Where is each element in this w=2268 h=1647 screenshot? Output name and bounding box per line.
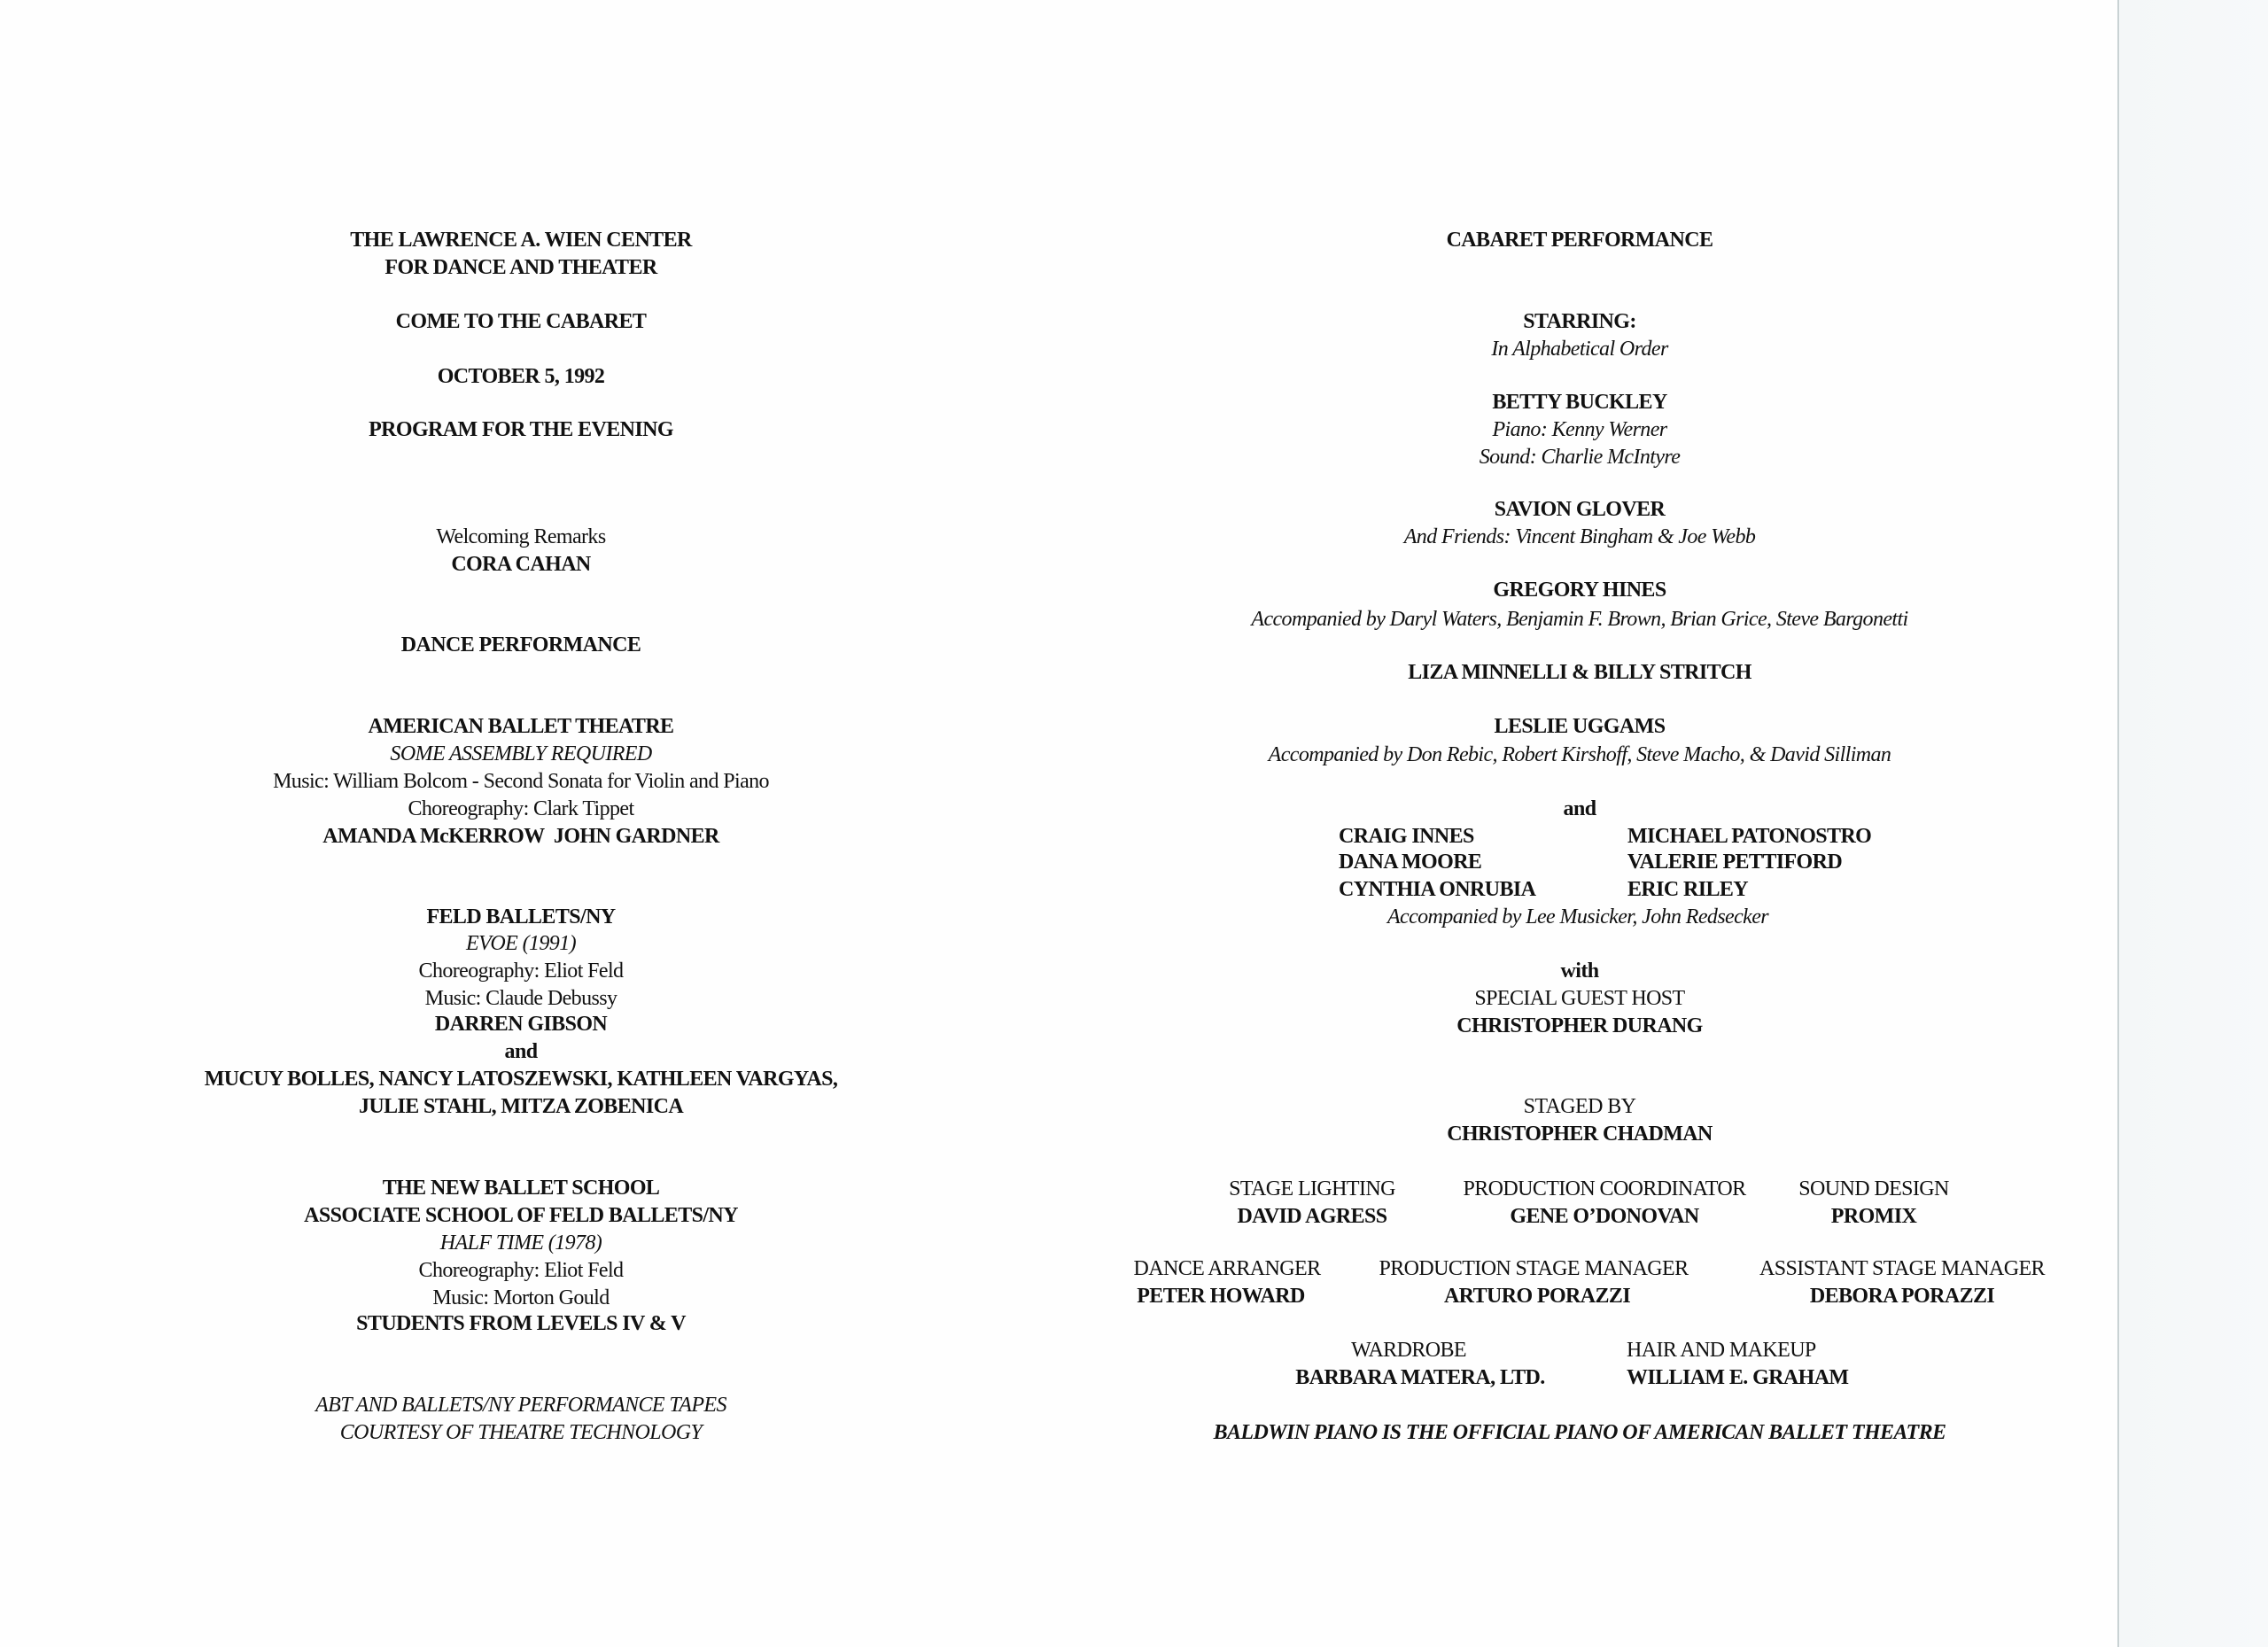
music-credit: Music: Claude Debussy xyxy=(424,987,617,1010)
venue-line-1: THE LAWRENCE A. WIEN CENTER xyxy=(350,229,692,252)
venue-line-2: FOR DANCE AND THEATER xyxy=(384,256,657,279)
ensemble-name: MICHAEL PATONOSTRO xyxy=(1627,825,1872,848)
ensemble-name: CRAIG INNES xyxy=(1339,825,1474,848)
ensemble-name: CYNTHIA ONRUBIA xyxy=(1339,878,1536,901)
welcome-speaker: CORA CAHAN xyxy=(451,553,591,576)
work-title: HALF TIME (1978) xyxy=(439,1231,602,1255)
music-credit: Music: William Bolcom - Second Sonata for Violin and Piano xyxy=(273,770,769,793)
ensemble-accompanied: Accompanied by Lee Musicker, John Redsecker xyxy=(1386,905,1769,928)
choreography-credit: Choreography: Clark Tippet xyxy=(408,797,634,820)
crew-name: GENE O’DONOVAN xyxy=(1510,1205,1699,1228)
and-connector: and xyxy=(504,1040,538,1063)
tape-credit-line-2: COURTESY OF THEATRE TECHNOLOGY xyxy=(339,1421,703,1444)
piano-sponsor-note: BALDWIN PIANO IS THE OFFICIAL PIANO OF AMERICAN BALLET THEATRE xyxy=(1213,1421,1946,1444)
crew-name: BARBARA MATERA, LTD. xyxy=(1295,1366,1545,1389)
crew-role: ASSISTANT STAGE MANAGER xyxy=(1759,1257,2045,1280)
with-connector: with xyxy=(1560,959,1599,983)
star-name: LIZA MINNELLI & BILLY STRITCH xyxy=(1408,661,1751,684)
dancers-line-2: JULIE STAHL, MITZA ZOBENICA xyxy=(358,1095,684,1118)
crew-name: WILLIAM E. GRAHAM xyxy=(1627,1366,1849,1389)
and-connector: and xyxy=(1563,797,1596,820)
host-name: CHRISTOPHER DURANG xyxy=(1456,1014,1703,1037)
program-heading: PROGRAM FOR THE EVENING xyxy=(369,418,673,441)
work-title: EVOE (1991) xyxy=(466,932,576,955)
host-label: SPECIAL GUEST HOST xyxy=(1474,987,1685,1010)
star-note: Accompanied by Daryl Waters, Benjamin F. Brown, Brian Grice, Steve Bargonetti xyxy=(1251,608,1908,631)
work-title: SOME ASSEMBLY REQUIRED xyxy=(390,742,652,765)
event-title: COME TO THE CABARET xyxy=(395,310,647,333)
crew-role: DANCE ARRANGER xyxy=(1133,1257,1321,1280)
welcome-label: Welcoming Remarks xyxy=(436,525,606,548)
crew-name: DAVID AGRESS xyxy=(1237,1205,1387,1228)
crew-name: PROMIX xyxy=(1830,1205,1917,1228)
crew-name: DEBORA PORAZZI xyxy=(1809,1285,1995,1308)
staged-by-name: CHRISTOPHER CHADMAN xyxy=(1447,1123,1713,1146)
event-date: OCTOBER 5, 1992 xyxy=(437,365,605,388)
cabaret-heading: CABARET PERFORMANCE xyxy=(1446,229,1713,252)
crew-role: PRODUCTION COORDINATOR xyxy=(1463,1177,1746,1200)
star-name: BETTY BUCKLEY xyxy=(1492,391,1667,414)
company-name: THE NEW BALLET SCHOOL xyxy=(382,1177,660,1200)
dancers: STUDENTS FROM LEVELS IV & V xyxy=(356,1312,686,1335)
choreography-credit: Choreography: Eliot Feld xyxy=(418,959,624,983)
star-note: Sound: Charlie McIntyre xyxy=(1479,446,1681,469)
star-note: Accompanied by Don Rebic, Robert Kirshoff, Steve Macho, & David Silliman xyxy=(1268,743,1891,766)
star-name: LESLIE UGGAMS xyxy=(1494,715,1666,738)
crew-role: HAIR AND MAKEUP xyxy=(1627,1339,1816,1362)
dance-performance-heading: DANCE PERFORMANCE xyxy=(400,633,641,656)
ensemble-name: ERIC RILEY xyxy=(1627,878,1749,901)
choreography-credit: Choreography: Eliot Feld xyxy=(418,1259,624,1282)
scanner-edge xyxy=(2117,0,2268,1647)
lead-dancer: DARREN GIBSON xyxy=(434,1013,608,1036)
crew-role: PRODUCTION STAGE MANAGER xyxy=(1379,1257,1689,1280)
crew-role: STAGE LIGHTING xyxy=(1229,1177,1395,1200)
star-note: Piano: Kenny Werner xyxy=(1492,418,1667,441)
ensemble-name: DANA MOORE xyxy=(1339,851,1482,874)
dancers-line-1: MUCUY BOLLES, NANCY LATOSZEWSKI, KATHLEEN VARGYAS, xyxy=(204,1068,838,1091)
star-name: SAVION GLOVER xyxy=(1494,498,1666,521)
crew-role: SOUND DESIGN xyxy=(1798,1177,1949,1200)
crew-name: ARTURO PORAZZI xyxy=(1443,1285,1631,1308)
starring-note: In Alphabetical Order xyxy=(1491,338,1668,361)
dancers: AMANDA McKERROW JOHN GARDNER xyxy=(322,825,719,848)
crew-name: PETER HOWARD xyxy=(1137,1285,1305,1308)
company-subtitle: ASSOCIATE SCHOOL OF FELD BALLETS/NY xyxy=(304,1204,738,1227)
staged-by-label: STAGED BY xyxy=(1523,1095,1636,1118)
starring-label: STARRING: xyxy=(1523,310,1636,333)
music-credit: Music: Morton Gould xyxy=(432,1286,610,1309)
star-name: GREGORY HINES xyxy=(1493,579,1666,602)
star-note: And Friends: Vincent Bingham & Joe Webb xyxy=(1403,525,1756,548)
tape-credit-line-1: ABT AND BALLETS/NY PERFORMANCE TAPES xyxy=(315,1394,726,1417)
crew-role: WARDROBE xyxy=(1351,1339,1466,1362)
ensemble-name: VALERIE PETTIFORD xyxy=(1627,851,1843,874)
company-name: FELD BALLETS/NY xyxy=(426,905,616,928)
company-name: AMERICAN BALLET THEATRE xyxy=(368,715,674,738)
